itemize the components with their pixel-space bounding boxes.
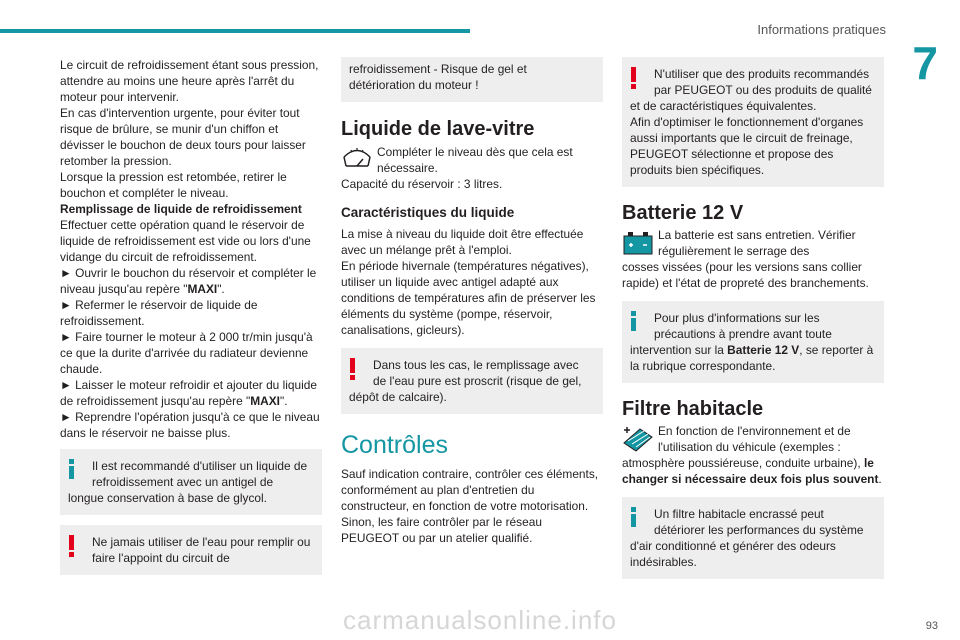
step-bold: MAXI [187, 282, 218, 296]
step [60, 377, 322, 409]
warning-icon [69, 535, 74, 557]
note-text [630, 342, 876, 374]
washer-info [341, 144, 603, 176]
paragraph: Capacité du réservoir : 3 litres. [341, 177, 503, 191]
step-text: ► Ouvrir le bouchon du réservoir et compléter le niveau jusqu'au repère " [60, 266, 317, 296]
warning-note [622, 57, 884, 187]
text-part: atmosphère poussiéreuse, conduite urbaine), [622, 456, 864, 470]
step: ► Faire tourner le moteur à 2 000 tr/min jusqu'à ce que la durite d'arrivée du radiateur devienne chaude. [60, 330, 313, 376]
heading-washer-fluid: Liquide de lave-vitre [341, 118, 535, 140]
paragraph: En fonction de l'environnement et de l'utilisation du véhicule (exemples : [658, 424, 851, 454]
note-text: Il est recommandé d'utiliser un liquide de refroidissement avec un antigel de [92, 459, 308, 489]
paragraph: Effectuer cette opération quand le réservoir de liquide de refroidissement est vide ou lors d'une vidange du circuit de refroidissement. [60, 218, 311, 264]
heading-cabin-filter: Filtre habitacle [622, 398, 764, 420]
heading-checks: Contrôles [341, 431, 448, 459]
paragraph: Sauf indication contraire, contrôler ces éléments, conformément au plan d'entretien du constructeur, en fonction de votre motorisation. Sinon, les faire contrôler par le réseau PEUGEOT ou par un atelier qualifié. [341, 467, 599, 545]
paragraph [622, 455, 884, 487]
warning-icon [631, 67, 636, 89]
note-text: Afin d'optimiser le fonctionnement d'organes aussi importants que le circuit de freinage, PEUGEOT sélectionne et propose des produits bien spécifiques. [630, 115, 864, 177]
column-3 [622, 57, 884, 579]
note-text: N'utiliser que des produits recommandés par PEUGEOT ou des produits de qualité [654, 67, 872, 97]
page-number: 93 [925, 620, 938, 632]
note-text-bold: Batterie 12 V [727, 343, 800, 357]
column-1 [60, 57, 322, 575]
paragraph: La mise à niveau du liquide doit être effectuée avec un mélange prêt à l'emploi. [341, 227, 584, 257]
step-text: ". [217, 282, 225, 296]
info-note [622, 497, 884, 579]
column-2 [341, 57, 603, 546]
paragraph: La batterie est sans entretien. Vérifier régulièrement le serrage des [658, 228, 856, 258]
note-text-part: , se reporter à la rubrique correspondante. [630, 343, 874, 373]
warning-note [341, 348, 603, 414]
watermark: carmanualsonline.info [343, 605, 617, 635]
step-text: ". [279, 394, 288, 408]
info-icon [69, 459, 74, 479]
battery-info [622, 227, 884, 259]
paragraph: Le circuit de refroidissement étant sous pression, attendre au moins une heure après l'arrêt du moteur pour intervenir. [60, 58, 319, 104]
step: ► Reprendre l'opération jusqu'à ce que le niveau dans le réservoir ne baisse plus. [60, 410, 320, 440]
step-bold: MAXI [250, 394, 280, 408]
battery-icon [622, 227, 654, 257]
note-text: et de caractéristiques équivalentes. [630, 99, 817, 113]
info-note [60, 449, 322, 515]
note-text: Un filtre habitacle encrassé peut détériorer les performances du système [654, 507, 864, 537]
filter-info [622, 423, 884, 455]
note-text: longue conservation à base de glycol. [68, 491, 267, 505]
subheading: Remplissage de liquide de refroidissement [60, 202, 302, 216]
paragraph: Lorsque la pression est retombée, retirer le bouchon et compléter le niveau. [60, 170, 287, 200]
heading-fluid-characteristics: Caractéristiques du liquide [341, 205, 515, 220]
note-text: dépôt de calcaire). [349, 390, 447, 404]
note-text: refroidissement - Risque de gel et détérioration du moteur ! [349, 62, 527, 92]
paragraph: En cas d'intervention urgente, pour éviter tout risque de brûlure, se munir d'un chiffon et dévisser le bouchon de deux tours pour laisser retomber la pression. [60, 106, 306, 168]
note-text: d'air conditionné et générer des odeurs indésirables. [630, 539, 836, 569]
step: ► Refermer le réservoir de liquide de refroidissement. [60, 298, 258, 328]
cabin-filter-icon [622, 423, 654, 453]
text-bold: le changer si nécessaire deux fois plus souvent [622, 456, 879, 486]
paragraph: En période hivernale (températures négatives), utiliser un liquide avec antigel adapté aux conditions de températures afin de préserver les éléments du système (pompe, réservoir, canalisations, gicleurs). [341, 259, 596, 337]
info-note [622, 301, 884, 383]
step [60, 265, 322, 297]
text-part: . [878, 472, 882, 486]
step-text: ► Laisser le moteur refroidir et ajouter du liquide de refroidissement jusqu'au repère " [60, 378, 317, 408]
note-text: Dans tous les cas, le remplissage avec de l'eau pure est proscrit (risque de gel, [373, 358, 582, 388]
chapter-number: 7 [912, 37, 938, 89]
paragraph: Compléter le niveau dès que cela est nécessaire. [377, 145, 573, 175]
warning-note [60, 525, 322, 575]
note-text-part: intervention sur la [630, 343, 728, 357]
warning-note-continued [341, 57, 603, 102]
header-accent-bar [0, 29, 470, 33]
info-icon [631, 311, 636, 331]
note-text: Ne jamais utiliser de l'eau pour remplir ou faire l'appoint du circuit de [92, 535, 311, 565]
washer-icon [341, 144, 373, 174]
info-icon [631, 507, 636, 527]
section-title: Informations pratiques [757, 22, 886, 37]
paragraph: cosses vissées (pour les versions sans collier rapide) et l'état de propreté des branchements. [622, 260, 869, 290]
warning-icon [350, 358, 355, 380]
note-text: Pour plus d'informations sur les précautions à prendre avant toute [654, 311, 832, 341]
heading-battery: Batterie 12 V [622, 202, 744, 224]
